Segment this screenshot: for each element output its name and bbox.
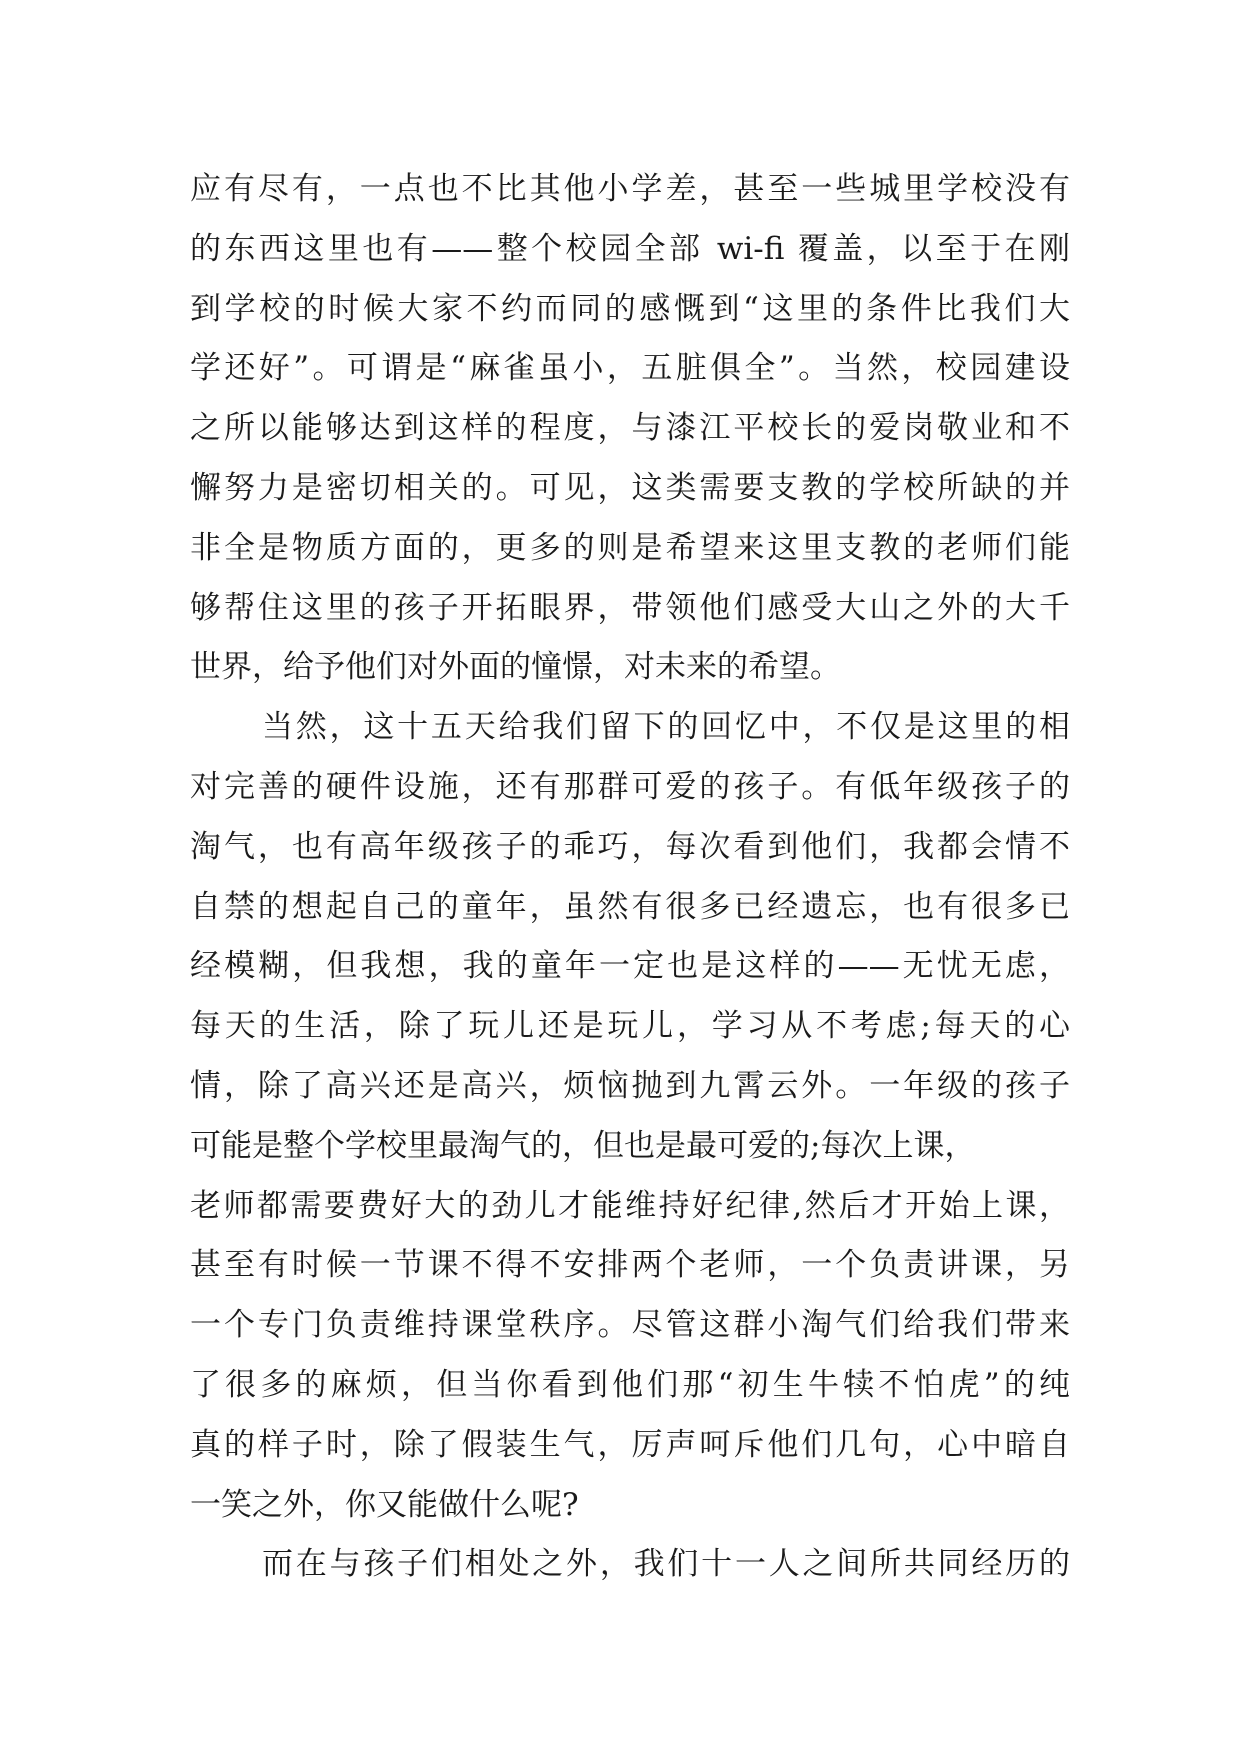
text-line: 之所以能够达到这样的程度，与漆江平校长的爱岗敬业和不 (190, 410, 1070, 447)
text-line: 世界，给予他们对外面的憧憬，对未来的希望。 (190, 649, 841, 686)
text-line: 自禁的想起自己的童年，虽然有很多已经遗忘，也有很多已 (190, 888, 1070, 925)
text-line: 真的样子时，除了假装生气，厉声呵斥他们几句，心中暗自 (190, 1426, 1070, 1463)
text-line: 应有尽有，一点也不比其他小学差，甚至一些城里学校没有 (190, 171, 1070, 207)
text-line: 非全是物质方面的，更多的则是希望来这里支教的老师们能 (190, 529, 1070, 566)
text-line: 每天的生活，除了玩儿还是玩儿，学习从不考虑;每天的心 (190, 1008, 1070, 1045)
text-line: 淘气，也有高年级孩子的乖巧，每次看到他们，我都会情不 (190, 828, 1070, 865)
text-line: 懈努力是密切相关的。可见，这类需要支教的学校所缺的并 (190, 469, 1070, 506)
text-line: 而在与孩子们相处之外，我们十一人之间所共同经历的 (262, 1546, 1070, 1583)
text-line: 经模糊，但我想，我的童年一定也是这样的——无忧无虑， (190, 948, 1070, 985)
text-line: 了很多的麻烦，但当你看到他们那“初生牛犊不怕虎”的纯 (190, 1366, 1070, 1403)
text-line: 一个专门负责维持课堂秩序。尽管这群小淘气们给我们带来 (190, 1307, 1070, 1344)
text-line: 对完善的硬件设施，还有那群可爱的孩子。有低年级孩子的 (190, 768, 1070, 805)
text-line: 够帮住这里的孩子开拓眼界，带领他们感受大山之外的大千 (190, 589, 1070, 626)
text-line: 情，除了高兴还是高兴，烦恼抛到九霄云外。一年级的孩子 (190, 1067, 1070, 1104)
text-line: 学还好”。可谓是“麻雀虽小，五脏俱全”。当然，校园建设 (190, 350, 1070, 387)
text-line: 到学校的时候大家不约而同的感慨到“这里的条件比我们大 (190, 290, 1070, 327)
text-line: 甚至有时候一节课不得不安排两个老师，一个负责讲课，另 (190, 1247, 1070, 1284)
text-line: 的东西这里也有——整个校园全部 wi-fi 覆盖，以至于在刚 (190, 230, 1070, 267)
text-line: 可能是整个学校里最淘气的，但也是最可爱的;每次上课， (190, 1127, 976, 1164)
body-text (190, 160, 1070, 1595)
text-line: 当然，这十五天给我们留下的回忆中，不仅是这里的相 (262, 709, 1070, 746)
text-line: 一笑之外，你又能做什么呢? (190, 1486, 579, 1523)
text-line: 老师都需要费好大的劲儿才能维持好纪律,然后才开始上课， (190, 1187, 1070, 1224)
